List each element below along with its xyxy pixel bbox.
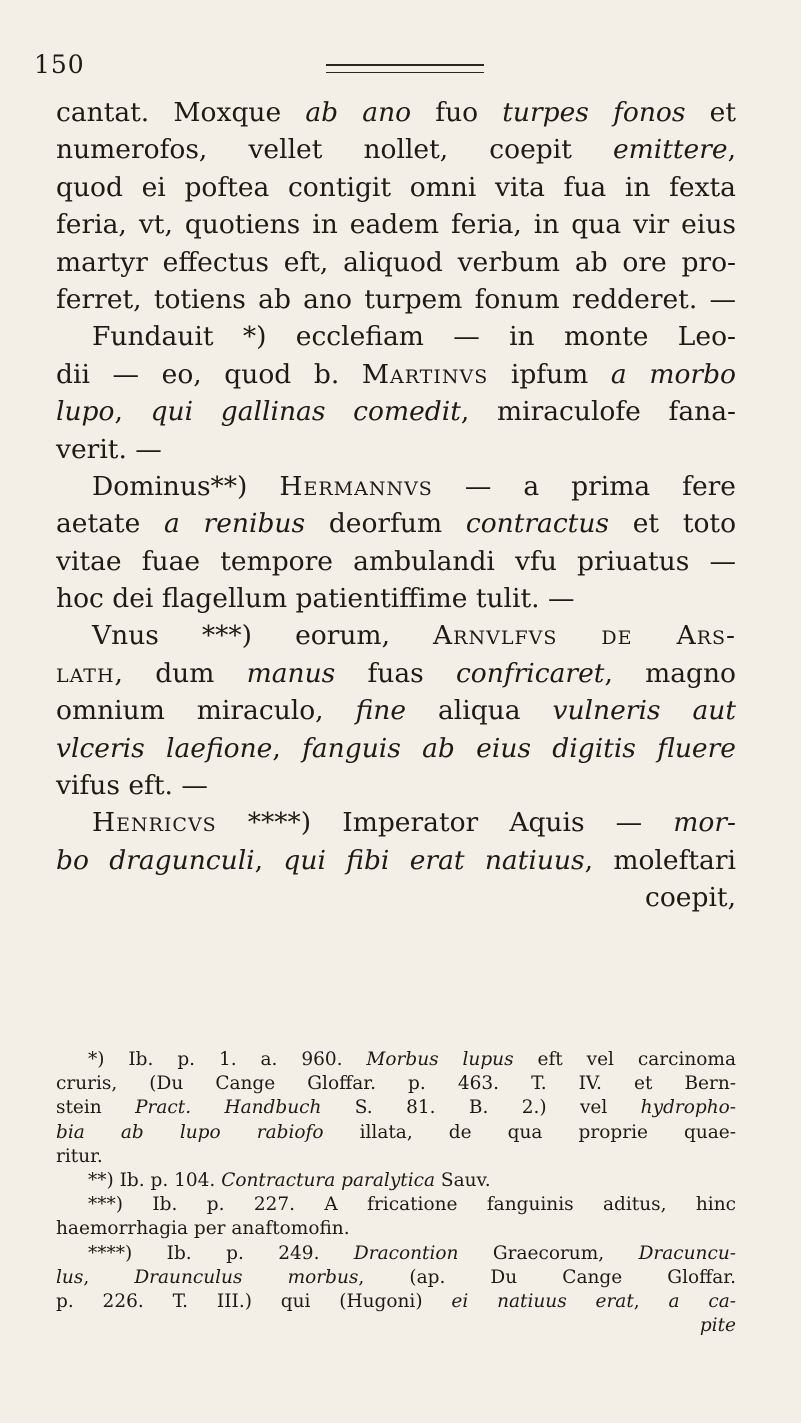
text-run: **) Ib. p. 104. xyxy=(88,1169,222,1191)
text-run: feria, vt, quotiens in eadem feria, in qua vir eius xyxy=(56,209,736,241)
text-run: et toto xyxy=(609,508,736,540)
small-caps-name: Martinvs xyxy=(361,358,489,390)
text-line xyxy=(56,842,736,879)
footnotes xyxy=(56,1048,736,1338)
text-line xyxy=(56,730,736,767)
italic-text: bia ab lupo rabiofo xyxy=(56,1121,324,1143)
italic-text: a renibus xyxy=(164,508,306,540)
text-run: Vnus ***) eorum, xyxy=(92,620,434,652)
text-line xyxy=(56,206,736,243)
text-run: *) Ib. p. 1. a. 960. xyxy=(88,1049,367,1070)
text-line xyxy=(56,94,736,131)
italic-text: mor- xyxy=(673,807,736,839)
text-line xyxy=(56,580,736,617)
text-run: Fundauit *) ecclefiam — in monte Leo- xyxy=(92,321,736,353)
text-run: haemorrhagia per anaftomofin. xyxy=(56,1218,350,1240)
text-run: dii — eo, quod b. xyxy=(56,358,362,390)
italic-text: fanguis ab eius digitis fluere xyxy=(302,732,736,764)
italic-text: emittere xyxy=(612,134,728,166)
text-run: ***) Ib. p. 227. A fricatione fanguinis aditus, hinc xyxy=(88,1194,736,1216)
text-run: aliqua xyxy=(406,695,553,727)
text-run: , moleftari xyxy=(584,844,736,876)
text-line xyxy=(56,767,736,804)
text-run: , xyxy=(83,1266,135,1288)
footnote-line xyxy=(56,1217,736,1241)
italic-text: ab ano xyxy=(305,97,412,128)
text-line xyxy=(56,804,736,841)
text-run: verit. — xyxy=(56,433,162,465)
small-caps-name: lath xyxy=(56,657,115,689)
header-rule xyxy=(326,64,484,73)
text-line xyxy=(56,655,736,692)
italic-text: qui gallinas comedit xyxy=(150,396,461,428)
text-run: fuas xyxy=(335,657,456,689)
footnote-line xyxy=(56,1121,736,1145)
text-run: Sauv. xyxy=(435,1169,491,1191)
text-run: , xyxy=(633,1290,669,1312)
footnote-line xyxy=(56,1096,736,1120)
text-run: deorfum xyxy=(305,508,466,540)
text-line xyxy=(56,879,736,916)
text-run: illata, de qua proprie quae- xyxy=(323,1121,736,1143)
text-line xyxy=(56,431,736,468)
italic-text: turpes fonos xyxy=(502,97,686,128)
italic-text: vulneris aut xyxy=(552,695,736,727)
text-line xyxy=(56,281,736,318)
text-run: ritur. xyxy=(56,1145,103,1167)
text-run: cruris, (Du Cange Gloffar. p. 463. T. IV. et Bern- xyxy=(56,1073,736,1095)
text-run: , xyxy=(114,396,151,428)
text-run: omnium miraculo, xyxy=(56,695,356,727)
italic-text: lus xyxy=(56,1266,84,1288)
text-run: numerofos, vellet nollet, coepit xyxy=(56,134,613,166)
text-run: vitae fuae tempore ambulandi vfu priuatus — xyxy=(56,545,736,577)
text-line xyxy=(56,543,736,580)
italic-text: manus xyxy=(246,657,336,689)
page-number: 150 xyxy=(34,50,85,79)
main-text xyxy=(56,94,736,917)
italic-text: ei natiuus erat xyxy=(451,1290,634,1312)
italic-text: Contractura paralytica xyxy=(221,1169,436,1191)
italic-text: vlceris laefione xyxy=(56,732,273,764)
small-caps-name: Arnvlfvs de Ars- xyxy=(433,620,736,652)
footnote-line xyxy=(56,1169,736,1193)
italic-text: pite xyxy=(699,1315,736,1337)
text-run: , (ap. Du Cange Gloffar. xyxy=(358,1266,736,1288)
italic-text: Dracuncu- xyxy=(638,1242,736,1264)
footnote-line xyxy=(56,1242,736,1266)
small-caps-name: Henricvs xyxy=(92,807,217,839)
text-run: — a prima fere xyxy=(432,470,736,502)
italic-text: contractus xyxy=(465,508,609,540)
text-run: , xyxy=(254,844,284,876)
text-run: , magno xyxy=(604,657,736,689)
italic-text: Draunculus morbus xyxy=(134,1266,359,1288)
text-line xyxy=(56,617,736,654)
text-run: fuo xyxy=(411,97,503,128)
text-line xyxy=(56,692,736,729)
italic-text: a ca- xyxy=(668,1290,736,1312)
text-run: , xyxy=(727,134,736,166)
footnote-line xyxy=(56,1266,736,1290)
text-run: ****) Imperator Aquis — xyxy=(216,807,674,839)
text-run: martyr effectus eft, aliquod verbum ab ore pro- xyxy=(56,246,736,278)
text-line xyxy=(56,393,736,430)
footnote-line xyxy=(56,1193,736,1217)
italic-text: a morbo xyxy=(610,358,736,390)
text-run: stein xyxy=(56,1097,136,1119)
italic-text: confricaret xyxy=(455,657,605,689)
text-run: et xyxy=(685,97,736,128)
small-caps-name: Hermannvs xyxy=(279,470,433,502)
footnote-line xyxy=(56,1048,736,1072)
text-line xyxy=(56,505,736,542)
text-run: Dominus**) xyxy=(92,470,280,502)
text-run: ****) Ib. p. 249. xyxy=(88,1242,354,1264)
text-run: quod ei poftea contigit omni vita fua in fexta xyxy=(56,171,736,203)
footnote-line xyxy=(56,1145,736,1169)
text-run: S. 81. B. 2.) vel xyxy=(321,1097,641,1119)
text-line xyxy=(56,169,736,206)
text-run: , dum xyxy=(114,657,247,689)
text-run: ipfum xyxy=(488,358,611,390)
text-run: ferret, totiens ab ano turpem fonum redderet. — xyxy=(56,283,736,315)
text-run: hoc dei flagellum patientiffime tulit. — xyxy=(56,583,575,615)
text-run: , miraculofe fana- xyxy=(460,396,736,428)
text-line xyxy=(56,131,736,168)
text-run: aetate xyxy=(56,508,165,540)
footnote-line xyxy=(56,1072,736,1096)
italic-text: Morbus lupus xyxy=(366,1049,514,1070)
italic-text: Dracontion xyxy=(353,1242,459,1264)
text-run: Graecorum, xyxy=(458,1242,639,1264)
text-run: , xyxy=(272,732,303,764)
italic-text: bo dragunculi xyxy=(56,844,255,876)
italic-text: lupo xyxy=(56,396,115,428)
text-run: cantat. Moxque xyxy=(56,97,306,128)
text-run: eft vel carcinoma xyxy=(513,1049,736,1070)
text-run: vifus eft. — xyxy=(56,770,208,802)
text-line xyxy=(56,318,736,355)
text-line xyxy=(56,468,736,505)
italic-text: qui fibi erat natiuus xyxy=(283,844,585,876)
italic-text: fine xyxy=(355,695,407,727)
text-line xyxy=(56,356,736,393)
text-line xyxy=(56,244,736,281)
footnote-line xyxy=(56,1314,736,1338)
italic-text: Pract. Handbuch xyxy=(135,1097,322,1119)
footnote-line xyxy=(56,1290,736,1314)
text-run: coepit, xyxy=(645,882,736,914)
text-run: p. 226. T. III.) qui (Hugoni) xyxy=(56,1290,452,1312)
italic-text: hydropho- xyxy=(640,1097,736,1119)
